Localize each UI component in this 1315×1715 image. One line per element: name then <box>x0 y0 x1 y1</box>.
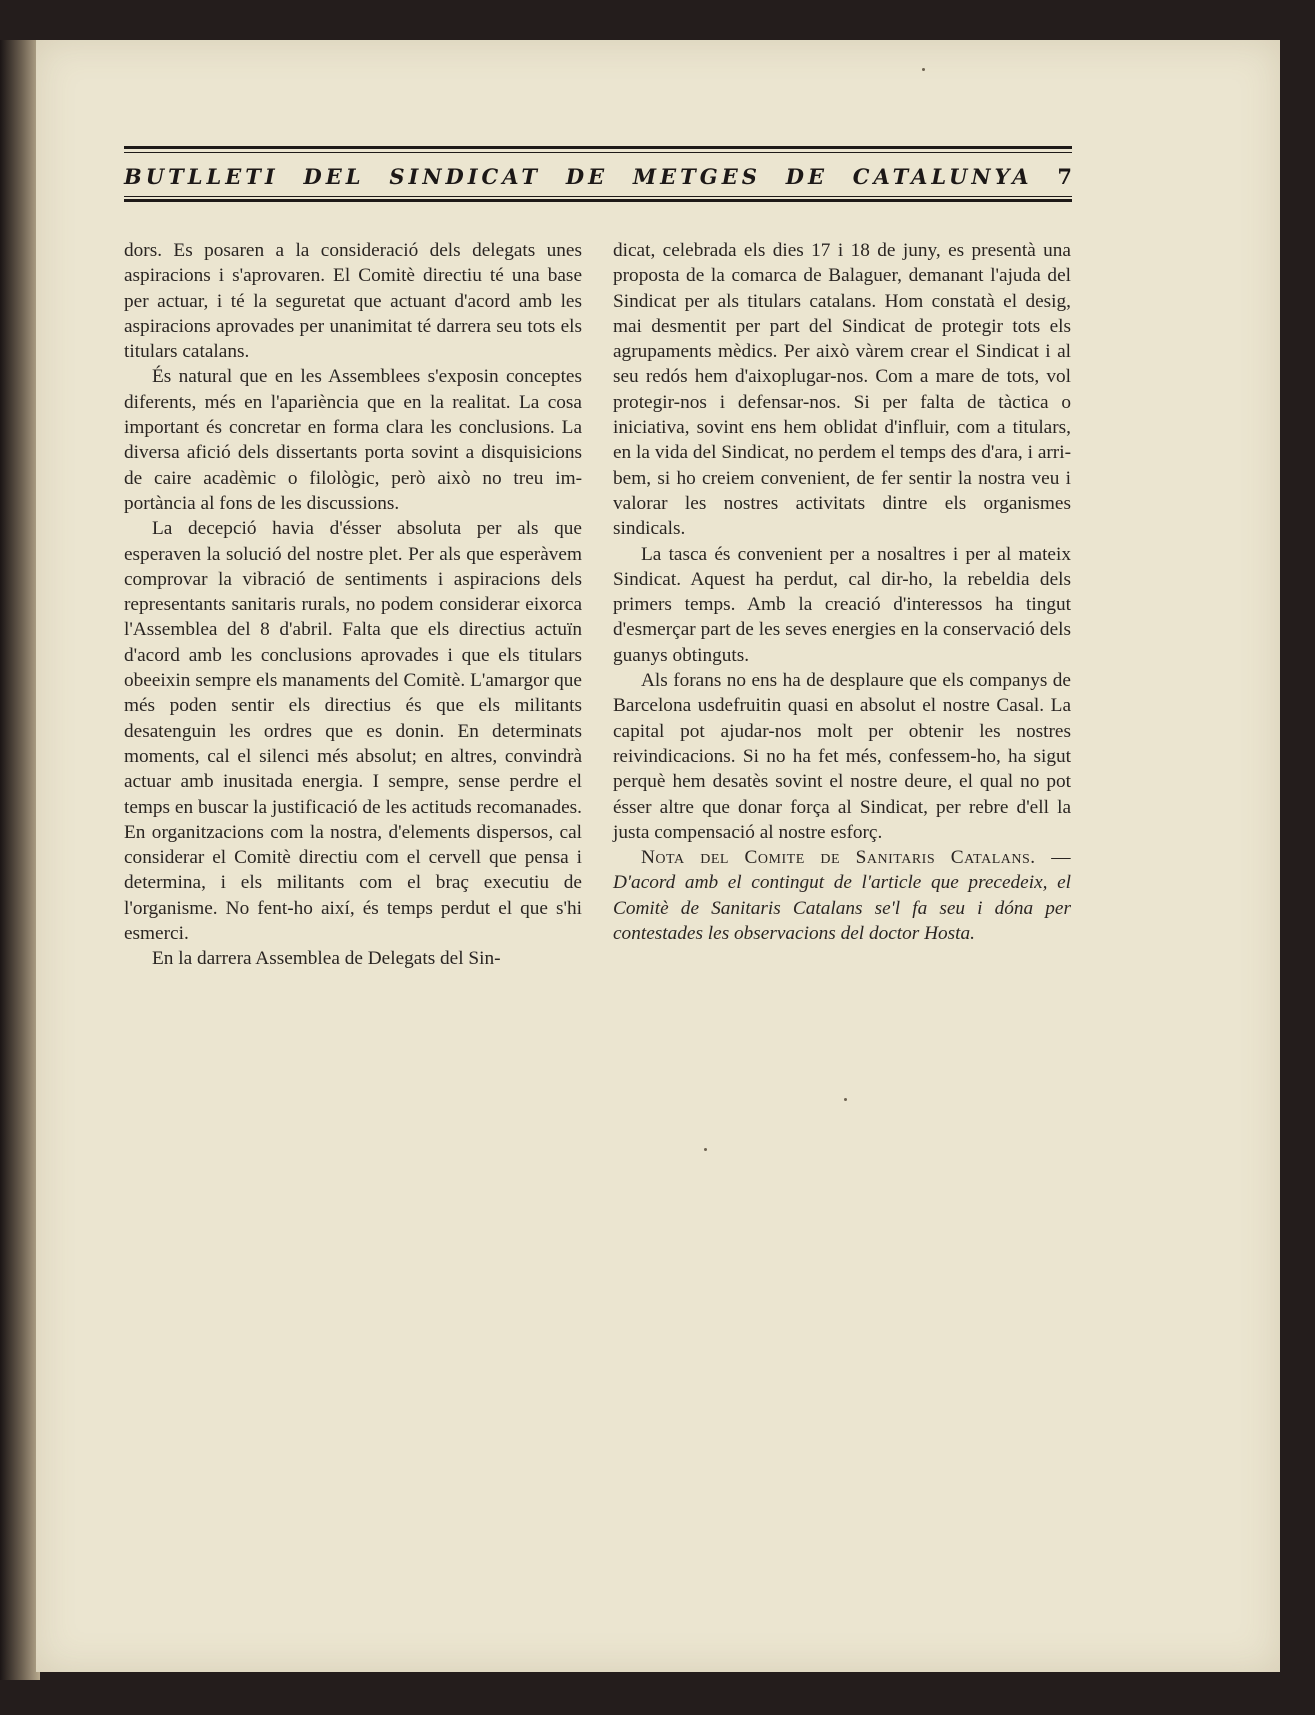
running-head-word: BUTLLETI <box>124 163 279 189</box>
header-rule-top <box>124 146 1072 149</box>
editorial-note <box>613 845 1071 946</box>
note-heading: Nota del Comite de Sanitaris Catalans. — <box>641 847 1071 869</box>
paragraph: La tasca és convenient per a nosaltres i per al mateix Sindicat. Aquest ha perdut, cal dir-ho, la rebeldia dels primers temps. Amb la creació d'interessos ha tingut d'esmerçar part de les seves energies en la conservació dels guanys obtinguts. <box>613 543 1071 666</box>
running-head-title <box>124 160 1072 192</box>
running-head-word: METGES <box>632 163 761 189</box>
paper-speck <box>922 68 925 71</box>
running-head-word: DE <box>565 163 609 189</box>
paragraph: És natural que en les Assemblees s'exposin conceptes diferents, més en l'apariència que en la realitat. La cosa important és concretar en forma clara les conclusions. La diversa afició dels dissertants porta sovint a disquisicions de caire acadèmic o filològic, però això no treu importància al fons de les discussions. <box>124 366 582 514</box>
running-head-word: DE <box>785 163 828 189</box>
paper-speck <box>844 1098 847 1101</box>
paragraph: dicat, celebrada els dies 17 i 18 de juny, es presentà una proposta de la comarca de Balaguer, demanant l'ajuda del Sindicat per als titulars catalans. Hom constatà el desig, mai desmentit per part del Sindicat de protegir tots els agrupaments mèdics. Per això vàrem crear el Sindicat i al seu redós hem d'aixoplugar-nos. Com a mare de tots, vol protegir-nos i defensar-nos. Si per falta de tàctica o iniciativa, sovint ens hem oblidat d'influir, com a titulars, en la vida del Sindicat, no perdem el temps des d'ara, i arribem, si ho creiem convenient, de fer sentir la nostra veu i valorar les nostres activitats dintre els organismes sindicals. <box>613 240 1071 540</box>
running-head-word: CATALUNYA <box>852 163 1033 189</box>
note-body: D'acord amb el contingut de l'article que precedeix, el Comitè de Sanitaris Catalans se'l fa seu i dóna per contestades les observacions del doctor Hosta. <box>613 872 1071 945</box>
running-head-word: SINDICAT <box>389 163 542 189</box>
right-column <box>613 238 1071 946</box>
paragraph: Als forans no ens ha de desplaure que els companys de Barcelona usdefruitin quasi en absolut el nostre Casal. La capital pot ajudar-nos molt per obtenir les nostres reivindicacions. Si no ha fet més, confessem-ho, ha sigut perquè hem desatès sovint el nostre deure, el qual no pot ésser altre que donar força al Sindicat, per rebre d'ell la justa compensació al nostre esforç. <box>613 670 1071 843</box>
book-spine <box>0 40 40 1680</box>
running-header <box>124 110 1072 200</box>
header-rule-bottom-thin <box>124 196 1072 197</box>
paper-speck <box>704 1148 707 1151</box>
left-column <box>124 238 582 972</box>
header-rule-bottom <box>124 199 1072 202</box>
paragraph: La decepció havia d'ésser absoluta per als que esperaven la solució del nostre plet. Per als que esperàvem comprovar la vibració de sentiments i aspiracions dels representants sanitaris rurals, no podem considerar eixorca l'Assemblea del 8 d'abril. Falta que els directius actuïn d'acord amb les conclusions aprovades i que els titulars obeeixin sempre els manaments del Comitè. L'amargor que més poden sentir els directius és que els militants desatenguin les ordres que es donin. En determinats moments, cal el silenci més absolut; en altres, convindrà actuar amb inusitada energia. I sempre, sense perdre el temps en buscar la justificació de les actituds recomanades. En organitzacions com la nostra, d'elements dispersos, cal considerar el Comitè directiu com el cervell que pensa i determina, i els militants com el braç executiu de l'organisme. No fent-ho així, és temps perdut el que s'hi esmerci. <box>124 518 582 945</box>
paragraph: En la darrera Assemblea de Delegats del Sin- <box>152 948 501 970</box>
page-number: 7 <box>1057 163 1072 189</box>
paragraph: dors. Es posaren a la consideració dels delegats unes aspiracions i s'aprovaren. El Comitè directiu té una base per actuar, i té la seguretat que actuant d'acord amb les aspiracions aprovades per unanimitat té darrera seu tots els titulars catalans. <box>124 240 582 363</box>
header-rule-top-thin <box>124 152 1072 153</box>
running-head-word: DEL <box>303 163 365 189</box>
